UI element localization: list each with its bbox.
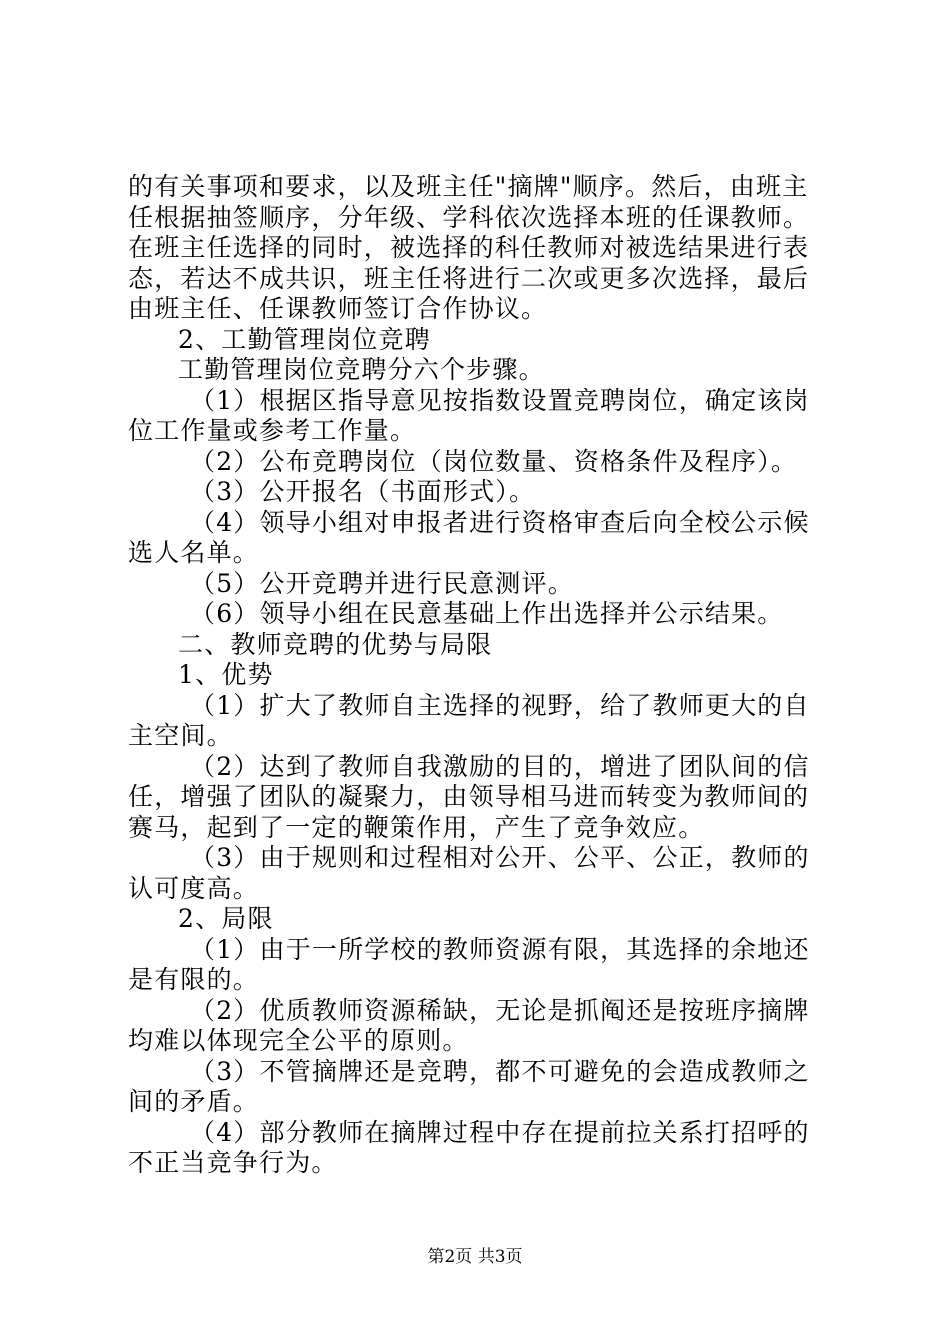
paragraph: 工勤管理岗位竞聘分六个步骤。 xyxy=(178,355,545,384)
list-item: （1）由于一所学校的教师资源有限，其选择的余地还是有限的。 xyxy=(128,934,810,994)
sub-heading: 2、局限 xyxy=(178,904,274,933)
list-item: （1）根据区指导意见按指数设置竞聘岗位，确定该岗位工作量或参考工作量。 xyxy=(128,385,810,445)
list-item: （4）领导小组对申报者进行资格审查后向全校公示候选人名单。 xyxy=(128,507,810,567)
list-item: （5）公开竞聘并进行民意测评。 xyxy=(190,568,574,598)
list-item: （6）领导小组在民意基础上作出选择并公示结果。 xyxy=(190,599,784,628)
list-item: （2）达到了教师自我激励的目的，增进了团队间的信任，增强了团队的凝聚力，由领导相马进而转变为教师间的赛马，起到了一定的鞭策作用，产生了竞争效应。 xyxy=(128,751,810,842)
paragraph: 的有关事项和要求，以及班主任"摘牌"顺序。然后，由班主任根据抽签顺序，分年级、学科依次选择本班的任课教师。在班主任选择的同时，被选择的科任教师对被选结果进行表态，若达不成共识，班主任将进行二次或更多次选择，最后由班主任、任课教师签订合作协议。 xyxy=(128,172,810,323)
sub-heading: 1、优势 xyxy=(178,660,274,689)
list-item: （3）公开报名（书面形式）。 xyxy=(190,477,536,506)
page-number: 第2页 共3页 xyxy=(427,1247,523,1267)
document-body xyxy=(128,172,832,1179)
list-item: （3）由于规则和过程相对公开、公平、公正，教师的认可度高。 xyxy=(128,843,810,903)
section-heading: 2、工勤管理岗位竞聘 xyxy=(178,324,431,354)
list-item: （1）扩大了教师自主选择的视野，给了教师更大的自主空间。 xyxy=(128,690,810,750)
list-item: （2）公布竞聘岗位（岗位数量、资格条件及程序）。 xyxy=(190,446,798,476)
section-heading: 二、教师竞聘的优势与局限 xyxy=(178,629,493,659)
page-footer xyxy=(0,1242,950,1267)
list-item: （3）不管摘牌还是竞聘，都不可避免的会造成教师之间的矛盾。 xyxy=(128,1056,810,1116)
list-item: （4）部分教师在摘牌过程中存在提前拉关系打招呼的不正当竞争行为。 xyxy=(128,1117,810,1177)
list-item: （2）优质教师资源稀缺，无论是抓阄还是按班序摘牌均难以体现完全公平的原则。 xyxy=(128,995,810,1055)
